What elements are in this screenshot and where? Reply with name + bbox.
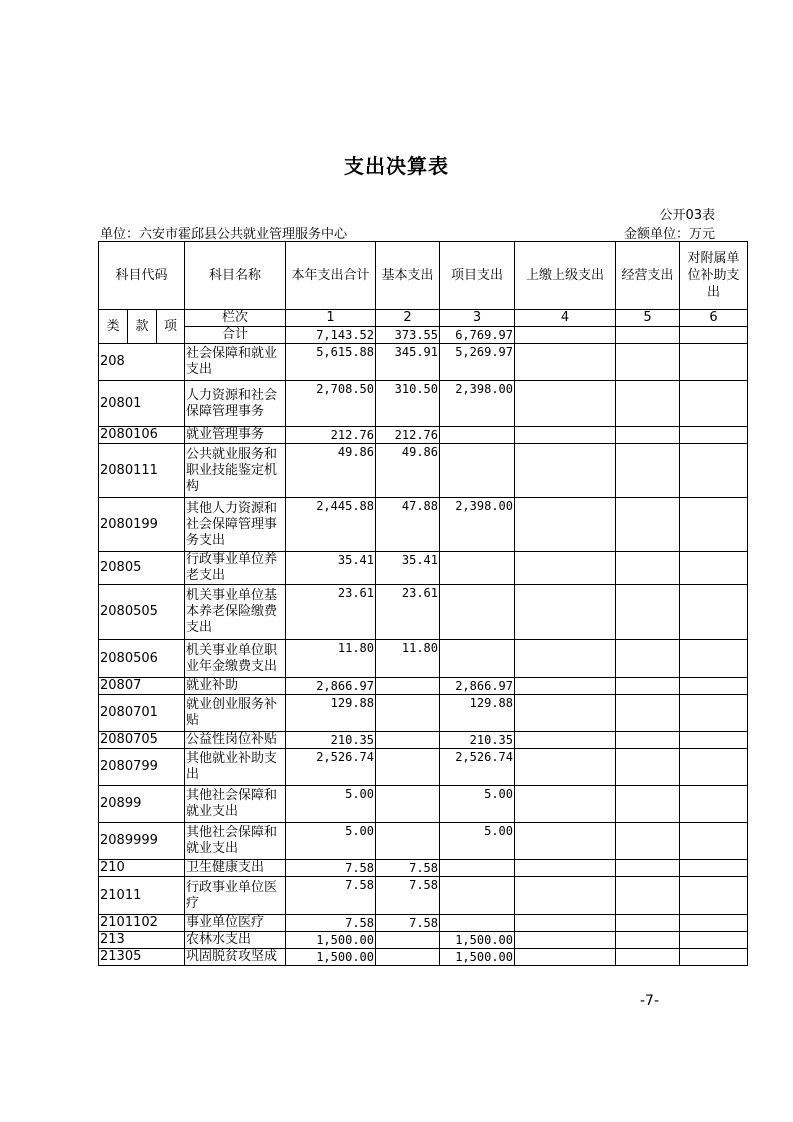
row-code: 20805	[99, 552, 185, 585]
col-number: 6	[680, 310, 748, 327]
row-col1: 7.58	[286, 860, 376, 877]
row-name: 就业管理事务	[185, 427, 286, 444]
row-col2	[376, 732, 440, 749]
page-title: 支出决算表	[344, 154, 449, 178]
row-code: 2089999	[99, 823, 185, 860]
row-col3	[440, 877, 515, 915]
expenditure-table	[98, 241, 748, 966]
row-name: 行政事业单位医疗	[185, 877, 286, 915]
row-col3: 5.00	[440, 823, 515, 860]
table-row	[99, 678, 748, 695]
row-col6	[680, 344, 748, 381]
row-col1: 5.00	[286, 823, 376, 860]
row-col1: 7.58	[286, 877, 376, 915]
row-col2: 7.58	[376, 860, 440, 877]
row-col3	[440, 640, 515, 678]
row-col5	[616, 498, 680, 552]
header-code: 科目代码	[99, 242, 185, 310]
row-col6	[680, 585, 748, 640]
row-col1: 1,500.00	[286, 932, 376, 949]
row-col6	[680, 823, 748, 860]
table-row	[99, 427, 748, 444]
row-col1: 210.35	[286, 732, 376, 749]
row-code: 208	[99, 344, 185, 381]
row-col5	[616, 344, 680, 381]
row-col5	[616, 732, 680, 749]
row-col5	[616, 786, 680, 823]
row-col1: 49.86	[286, 444, 376, 498]
row-col3: 2,866.97	[440, 678, 515, 695]
row-col1: 2,526.74	[286, 749, 376, 786]
row-col4	[515, 640, 616, 678]
table-row	[99, 823, 748, 860]
row-col1: 7.58	[286, 915, 376, 932]
row-col1: 5,615.88	[286, 344, 376, 381]
row-col2	[376, 695, 440, 732]
table-row	[99, 786, 748, 823]
row-col4	[515, 749, 616, 786]
row-col6	[680, 786, 748, 823]
row-code: 2080111	[99, 444, 185, 498]
row-col3: 1,500.00	[440, 932, 515, 949]
row-col5	[616, 585, 680, 640]
row-col1: 1,500.00	[286, 949, 376, 966]
lanci-label: 栏次	[185, 310, 286, 327]
row-name: 巩固脱贫攻坚成	[185, 949, 286, 966]
row-col4	[515, 823, 616, 860]
row-code: 2101102	[99, 915, 185, 932]
table-row	[99, 585, 748, 640]
row-col4	[515, 344, 616, 381]
row-col2: 47.88	[376, 498, 440, 552]
header-col2: 基本支出	[376, 242, 440, 310]
row-col5	[616, 640, 680, 678]
row-col4	[515, 860, 616, 877]
row-col4	[515, 427, 616, 444]
total-col1: 7,143.52	[286, 327, 376, 344]
row-name: 农林水支出	[185, 932, 286, 949]
row-col3: 1,500.00	[440, 949, 515, 966]
row-col6	[680, 877, 748, 915]
header-col3: 项目支出	[440, 242, 515, 310]
header-col4: 上缴上级支出	[515, 242, 616, 310]
row-col3	[440, 860, 515, 877]
row-name: 机关事业单位职业年金缴费支出	[185, 640, 286, 678]
row-col4	[515, 498, 616, 552]
row-col2: 49.86	[376, 444, 440, 498]
row-col4	[515, 552, 616, 585]
row-name: 事业单位医疗	[185, 915, 286, 932]
header-name: 科目名称	[185, 242, 286, 310]
row-col5	[616, 877, 680, 915]
row-name: 其他社会保障和就业支出	[185, 823, 286, 860]
amount-unit-label: 金额单位：万元	[623, 227, 715, 242]
row-col1: 35.41	[286, 552, 376, 585]
col-number: 5	[616, 310, 680, 327]
row-code: 2080705	[99, 732, 185, 749]
row-col1: 11.80	[286, 640, 376, 678]
row-name: 人力资源和社会保障管理事务	[185, 381, 286, 427]
row-name: 就业补助	[185, 678, 286, 695]
table-row	[99, 915, 748, 932]
row-col4	[515, 678, 616, 695]
row-name: 卫生健康支出	[185, 860, 286, 877]
row-col4	[515, 786, 616, 823]
row-col4	[515, 732, 616, 749]
row-col2	[376, 949, 440, 966]
row-col6	[680, 552, 748, 585]
row-col2: 35.41	[376, 552, 440, 585]
row-col4	[515, 877, 616, 915]
row-col5	[616, 427, 680, 444]
row-name: 行政事业单位养老支出	[185, 552, 286, 585]
col-number: 3	[440, 310, 515, 327]
row-col6	[680, 444, 748, 498]
row-col4	[515, 932, 616, 949]
row-code: 2080799	[99, 749, 185, 786]
row-col1: 2,445.88	[286, 498, 376, 552]
row-col3: 129.88	[440, 695, 515, 732]
header-row	[99, 242, 748, 310]
row-name: 社会保障和就业支出	[185, 344, 286, 381]
table-row	[99, 498, 748, 552]
row-code: 21011	[99, 877, 185, 915]
row-col6	[680, 427, 748, 444]
header-col6: 对附属单位补助支出	[680, 242, 748, 310]
row-col6	[680, 949, 748, 966]
row-col5	[616, 932, 680, 949]
row-col5	[616, 915, 680, 932]
column-number-row	[99, 310, 748, 327]
row-code: 2080505	[99, 585, 185, 640]
header-kuan: 款	[128, 310, 157, 344]
row-col4	[515, 381, 616, 427]
row-code: 20807	[99, 678, 185, 695]
row-code: 2080106	[99, 427, 185, 444]
row-col5	[616, 444, 680, 498]
table-row	[99, 695, 748, 732]
row-col1: 129.88	[286, 695, 376, 732]
total-col3: 6,769.97	[440, 327, 515, 344]
row-code: 2080506	[99, 640, 185, 678]
row-col5	[616, 552, 680, 585]
table-row	[99, 732, 748, 749]
table-row	[99, 949, 748, 966]
table-row	[99, 932, 748, 949]
page-number: -7-	[640, 993, 660, 1009]
row-name: 其他社会保障和就业支出	[185, 786, 286, 823]
row-col3	[440, 915, 515, 932]
row-col6	[680, 732, 748, 749]
row-col3	[440, 552, 515, 585]
row-name: 机关事业单位基本养老保险缴费支出	[185, 585, 286, 640]
unit-label: 单位：六安市霍邱县公共就业管理服务中心	[100, 227, 348, 242]
row-col2	[376, 749, 440, 786]
row-col1: 212.76	[286, 427, 376, 444]
row-code: 213	[99, 932, 185, 949]
header-xiang: 项	[157, 310, 185, 344]
form-number: 公开03表	[659, 208, 715, 223]
row-col3	[440, 444, 515, 498]
row-col5	[616, 678, 680, 695]
row-name: 就业创业服务补贴	[185, 695, 286, 732]
table-row	[99, 860, 748, 877]
row-code: 20899	[99, 786, 185, 823]
row-col3: 5.00	[440, 786, 515, 823]
row-col6	[680, 381, 748, 427]
row-col2: 212.76	[376, 427, 440, 444]
row-col5	[616, 749, 680, 786]
row-col6	[680, 749, 748, 786]
row-code: 20801	[99, 381, 185, 427]
row-name: 其他就业补助支出	[185, 749, 286, 786]
row-col5	[616, 823, 680, 860]
row-col3: 210.35	[440, 732, 515, 749]
row-name: 公益性岗位补贴	[185, 732, 286, 749]
row-col2	[376, 786, 440, 823]
table-row	[99, 749, 748, 786]
row-col6	[680, 695, 748, 732]
row-col2	[376, 678, 440, 695]
row-col3: 2,526.74	[440, 749, 515, 786]
row-col4	[515, 915, 616, 932]
row-col3: 2,398.00	[440, 498, 515, 552]
row-col3: 2,398.00	[440, 381, 515, 427]
row-code: 21305	[99, 949, 185, 966]
col-number: 2	[376, 310, 440, 327]
row-col2: 345.91	[376, 344, 440, 381]
row-col1: 2,708.50	[286, 381, 376, 427]
total-col2: 373.55	[376, 327, 440, 344]
header-col5: 经营支出	[616, 242, 680, 310]
header-col1: 本年支出合计	[286, 242, 376, 310]
row-col2: 310.50	[376, 381, 440, 427]
header-lei: 类	[99, 310, 128, 344]
row-col6	[680, 860, 748, 877]
row-col1: 5.00	[286, 786, 376, 823]
row-col3	[440, 427, 515, 444]
row-col6	[680, 498, 748, 552]
row-code: 2080199	[99, 498, 185, 552]
row-col1: 2,866.97	[286, 678, 376, 695]
row-col6	[680, 932, 748, 949]
row-col5	[616, 381, 680, 427]
col-number: 1	[286, 310, 376, 327]
total-row	[99, 327, 748, 344]
row-col4	[515, 695, 616, 732]
row-col2	[376, 932, 440, 949]
table-row	[99, 877, 748, 915]
table-row	[99, 444, 748, 498]
row-col2	[376, 823, 440, 860]
row-col3: 5,269.97	[440, 344, 515, 381]
table-row	[99, 640, 748, 678]
row-col4	[515, 585, 616, 640]
row-name: 公共就业服务和职业技能鉴定机构	[185, 444, 286, 498]
row-col6	[680, 915, 748, 932]
row-code: 210	[99, 860, 185, 877]
total-label: 合计	[185, 327, 286, 344]
table-row	[99, 381, 748, 427]
row-col5	[616, 949, 680, 966]
table-row	[99, 552, 748, 585]
row-col3	[440, 585, 515, 640]
row-col4	[515, 444, 616, 498]
col-number: 4	[515, 310, 616, 327]
row-name: 其他人力资源和社会保障管理事务支出	[185, 498, 286, 552]
row-col5	[616, 860, 680, 877]
row-code: 2080701	[99, 695, 185, 732]
row-col2: 7.58	[376, 877, 440, 915]
row-col6	[680, 678, 748, 695]
row-col6	[680, 640, 748, 678]
row-col4	[515, 949, 616, 966]
row-col1: 23.61	[286, 585, 376, 640]
row-col2: 11.80	[376, 640, 440, 678]
row-col2: 7.58	[376, 915, 440, 932]
row-col2: 23.61	[376, 585, 440, 640]
row-col5	[616, 695, 680, 732]
table-row	[99, 344, 748, 381]
